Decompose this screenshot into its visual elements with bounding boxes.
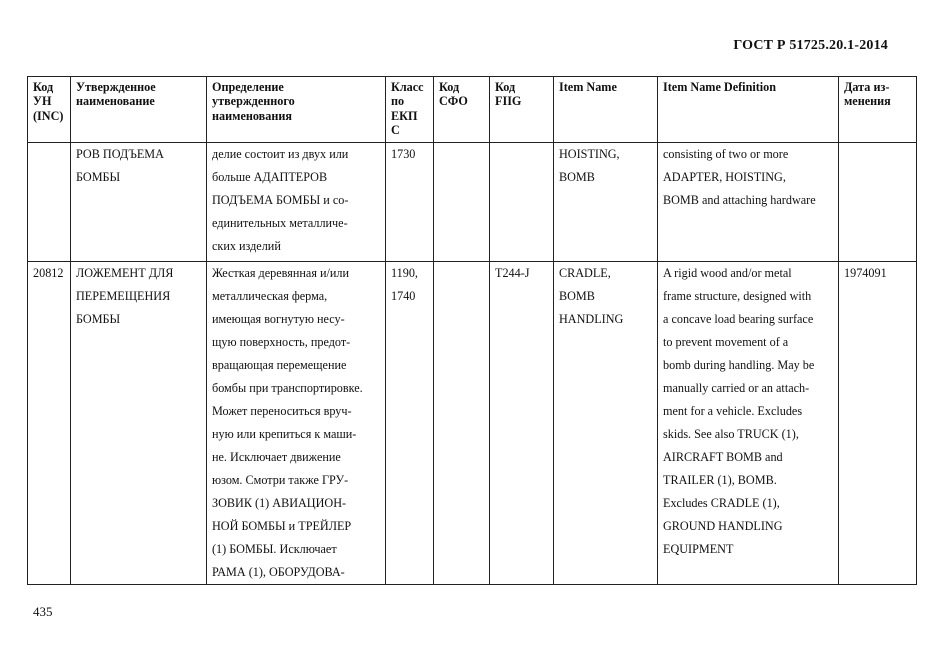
- text-line: БОМБЫ: [76, 312, 121, 326]
- text-line: to prevent movement of a: [663, 335, 789, 349]
- cell-class: [386, 262, 434, 585]
- table-row: [28, 143, 917, 262]
- text-line: Утвержденное: [76, 80, 156, 94]
- text-line: наименование: [76, 94, 155, 109]
- text-line: GROUND HANDLING: [663, 519, 783, 533]
- cell-change-date: [839, 143, 917, 262]
- text-line: РОВ ПОДЪЕМА: [76, 147, 164, 161]
- header-change-date: [839, 77, 917, 143]
- header-item-definition: [658, 77, 839, 143]
- text-line: по: [391, 94, 405, 109]
- text-line: CRADLE,: [559, 266, 611, 280]
- text-line: Класс: [391, 80, 424, 94]
- classification-table: [27, 76, 917, 585]
- table-header-row: [28, 77, 917, 143]
- cell-change-date: 1974091: [839, 262, 917, 585]
- text-line: имеющая вогнутую несу-: [212, 312, 345, 326]
- text-line: (INC): [33, 108, 64, 123]
- text-line: Жесткая деревянная и/или: [212, 266, 350, 280]
- table-row: [28, 262, 917, 585]
- text-line: Дата из-: [844, 80, 890, 94]
- cell-sfo: [434, 262, 490, 585]
- page-number: 435: [33, 604, 53, 619]
- text-line: единительных металличе-: [212, 216, 348, 230]
- text-line: ЗОВИК (1) АВИАЦИОН-: [212, 496, 347, 510]
- text-line: Item Name: [559, 80, 617, 94]
- text-line: A rigid wood and/or metal: [663, 266, 792, 280]
- text-line: НОЙ БОМБЫ и ТРЕЙЛЕР: [212, 519, 352, 533]
- cell-inc: [28, 143, 71, 262]
- text-line: ских изделий: [212, 239, 281, 253]
- text-line: AIRCRAFT BOMB and: [663, 450, 783, 464]
- cell-fiig: T244-J: [490, 262, 554, 585]
- document-code: ГОСТ Р 51725.20.1-2014: [733, 38, 888, 53]
- text-line: (1) БОМБЫ. Исключает: [212, 542, 337, 556]
- text-line: ment for a vehicle. Excludes: [663, 404, 803, 418]
- text-line: вращающая перемещение: [212, 358, 347, 372]
- text-line: РАМА (1), ОБОРУДОВА-: [212, 565, 345, 579]
- cell-fiig: [490, 143, 554, 262]
- text-line: BOMB and attaching hardware: [663, 193, 816, 207]
- cell-approved-name: [71, 143, 207, 262]
- text-line: skids. See also TRUCK (1),: [663, 427, 799, 441]
- text-line: FIIG: [495, 94, 522, 109]
- text-line: 1190,: [391, 266, 418, 280]
- text-line: ную или крепиться к маши-: [212, 427, 357, 441]
- text-line: Код: [33, 80, 54, 94]
- header-sfo: [434, 77, 490, 143]
- header-definition: [207, 77, 386, 143]
- cell-item-definition: [658, 143, 839, 262]
- text-line: Код: [439, 80, 460, 94]
- text-line: ЕКП: [391, 108, 418, 123]
- cell-approved-name: [71, 262, 207, 585]
- cell-class: [386, 143, 434, 262]
- text-line: bomb during handling. May be: [663, 358, 815, 372]
- text-line: HANDLING: [559, 312, 624, 326]
- header-fiig: [490, 77, 554, 143]
- header-item-name: [554, 77, 658, 143]
- text-line: 1730: [391, 147, 416, 161]
- text-line: БОМБЫ: [76, 170, 121, 184]
- header-class: [386, 77, 434, 143]
- text-line: a concave load bearing surface: [663, 312, 814, 326]
- text-line: металлическая ферма,: [212, 289, 328, 303]
- text-line: ПОДЪЕМА БОМБЫ и со-: [212, 193, 349, 207]
- header-inc: [28, 77, 71, 143]
- text-line: BOMB: [559, 289, 595, 303]
- text-line: HOISTING,: [559, 147, 620, 161]
- cell-definition: [207, 143, 386, 262]
- cell-item-name: [554, 143, 658, 262]
- text-line: бомбы при транспортировке.: [212, 381, 363, 395]
- text-line: manually carried or an attach-: [663, 381, 810, 395]
- text-line: юзом. Смотри также ГРУ-: [212, 473, 349, 487]
- text-line: Код: [495, 80, 516, 94]
- text-line: ADAPTER, HOISTING,: [663, 170, 786, 184]
- cell-definition: [207, 262, 386, 585]
- text-line: Excludes CRADLE (1),: [663, 496, 780, 510]
- text-line: менения: [844, 94, 891, 109]
- header-approved-name: [71, 77, 207, 143]
- text-line: EQUIPMENT: [663, 542, 734, 556]
- text-line: СФО: [439, 94, 468, 109]
- text-line: consisting of two or more: [663, 147, 789, 161]
- text-line: TRAILER (1), BOMB.: [663, 473, 777, 487]
- text-line: больше АДАПТЕРОВ: [212, 170, 328, 184]
- text-line: наименования: [212, 108, 292, 123]
- text-line: не. Исключает движение: [212, 450, 341, 464]
- text-line: Может переноситься вруч-: [212, 404, 352, 418]
- cell-item-definition: [658, 262, 839, 585]
- text-line: frame structure, designed with: [663, 289, 812, 303]
- text-line: УН: [33, 94, 52, 109]
- text-line: 1740: [391, 289, 416, 303]
- text-line: С: [391, 122, 400, 137]
- cell-item-name: [554, 262, 658, 585]
- text-line: ЛОЖЕМЕНТ ДЛЯ: [76, 266, 174, 280]
- text-line: Определение: [212, 80, 284, 94]
- text-line: Item Name Definition: [663, 80, 777, 94]
- cell-sfo: [434, 143, 490, 262]
- text-line: ПЕРЕМЕЩЕНИЯ: [76, 289, 171, 303]
- text-line: BOMB: [559, 170, 595, 184]
- text-line: делие состоит из двух или: [212, 147, 349, 161]
- cell-inc: 20812: [28, 262, 71, 585]
- text-line: щую поверхность, предот-: [212, 335, 351, 349]
- text-line: утвержденного: [212, 94, 295, 109]
